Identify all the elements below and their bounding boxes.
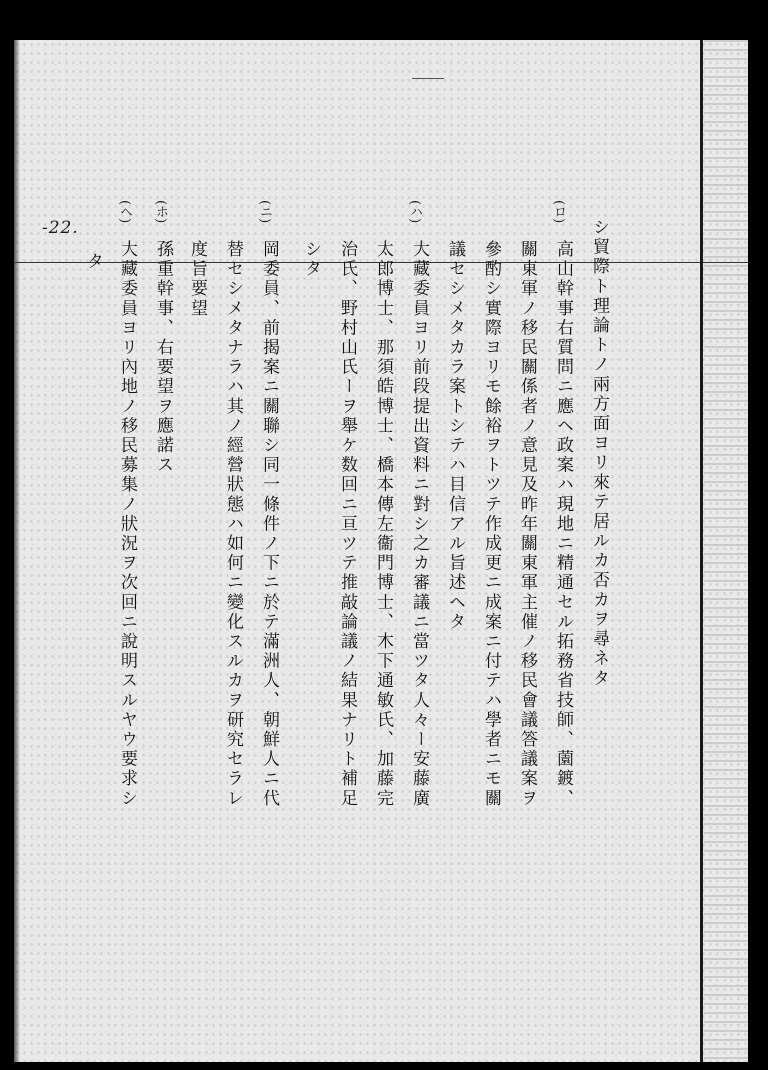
page-number: -22. — [42, 218, 79, 238]
top-dash-mark — [412, 78, 444, 79]
section-marker-takayama: (ロ) — [551, 200, 566, 224]
text-column-6: 大藏委員ヨリ前段提出資料ニ對シ之カ審議ニ當ツタ人々ー安藤廣 — [409, 240, 429, 809]
text-column-4: 參酌シ實際ヨリモ餘裕ヲトツテ作成更ニ成案ニ付テハ學者ニモ關 — [481, 240, 501, 809]
section-marker-oka: (ニ) — [257, 200, 272, 224]
text-column-12: 度旨要望 — [187, 240, 207, 319]
text-column-11: 替セシメタナラハ其ノ經營狀態ハ如何ニ變化スルカヲ研究セラレ — [223, 240, 243, 809]
text-column-14: 大藏委員ヨリ內地ノ移民募集ノ狀況ヲ次回ニ說明スルヤウ要求シ — [117, 240, 137, 809]
text-column-7: 太郎博士、那須皓博士、橋本傳左衞門博士、木下通敏氏、加藤完 — [373, 240, 393, 809]
text-column-3: 關東軍ノ移民關係者ノ意見及昨年關東軍主催ノ移民會議答議案ヲ — [517, 240, 537, 809]
section-marker-okuma2: (ヘ) — [117, 200, 132, 224]
text-column-9: シタ — [301, 240, 321, 280]
section-marker-sonoda: (ホ) — [153, 200, 168, 224]
section-marker-okuma: (ハ) — [407, 200, 422, 224]
text-column-5: 議セシメタカラ案トシテハ目信アル旨述ヘタ — [445, 240, 465, 632]
text-column-10: 岡委員、前揭案ニ關聯シ同一條件ノ下ニ於テ滿洲人、朝鮮人ニ代 — [259, 240, 279, 809]
text-column-8: 治氏、野村山氏ーヲ舉ケ数回ニ亘ツテ推敲論議ノ結果ナリト補足 — [337, 240, 357, 809]
text-column-1: シ貿際ト理論トノ兩方面ヨリ來テ居ルカ否カヲ尋ネタ — [589, 218, 609, 689]
paper-sheet — [14, 40, 748, 1062]
text-column-2: 高山幹事右質問ニ應ヘ政案ハ現地ニ精通セル拓務省技師、薗鍍、 — [553, 240, 573, 809]
bleed-through-margin — [704, 40, 748, 1062]
binding-edge — [14, 40, 20, 1062]
text-column-15: タ — [83, 252, 103, 272]
fold-line — [700, 40, 703, 1062]
text-column-13: 孫重幹事、右要望ヲ應諾ス — [153, 240, 173, 476]
